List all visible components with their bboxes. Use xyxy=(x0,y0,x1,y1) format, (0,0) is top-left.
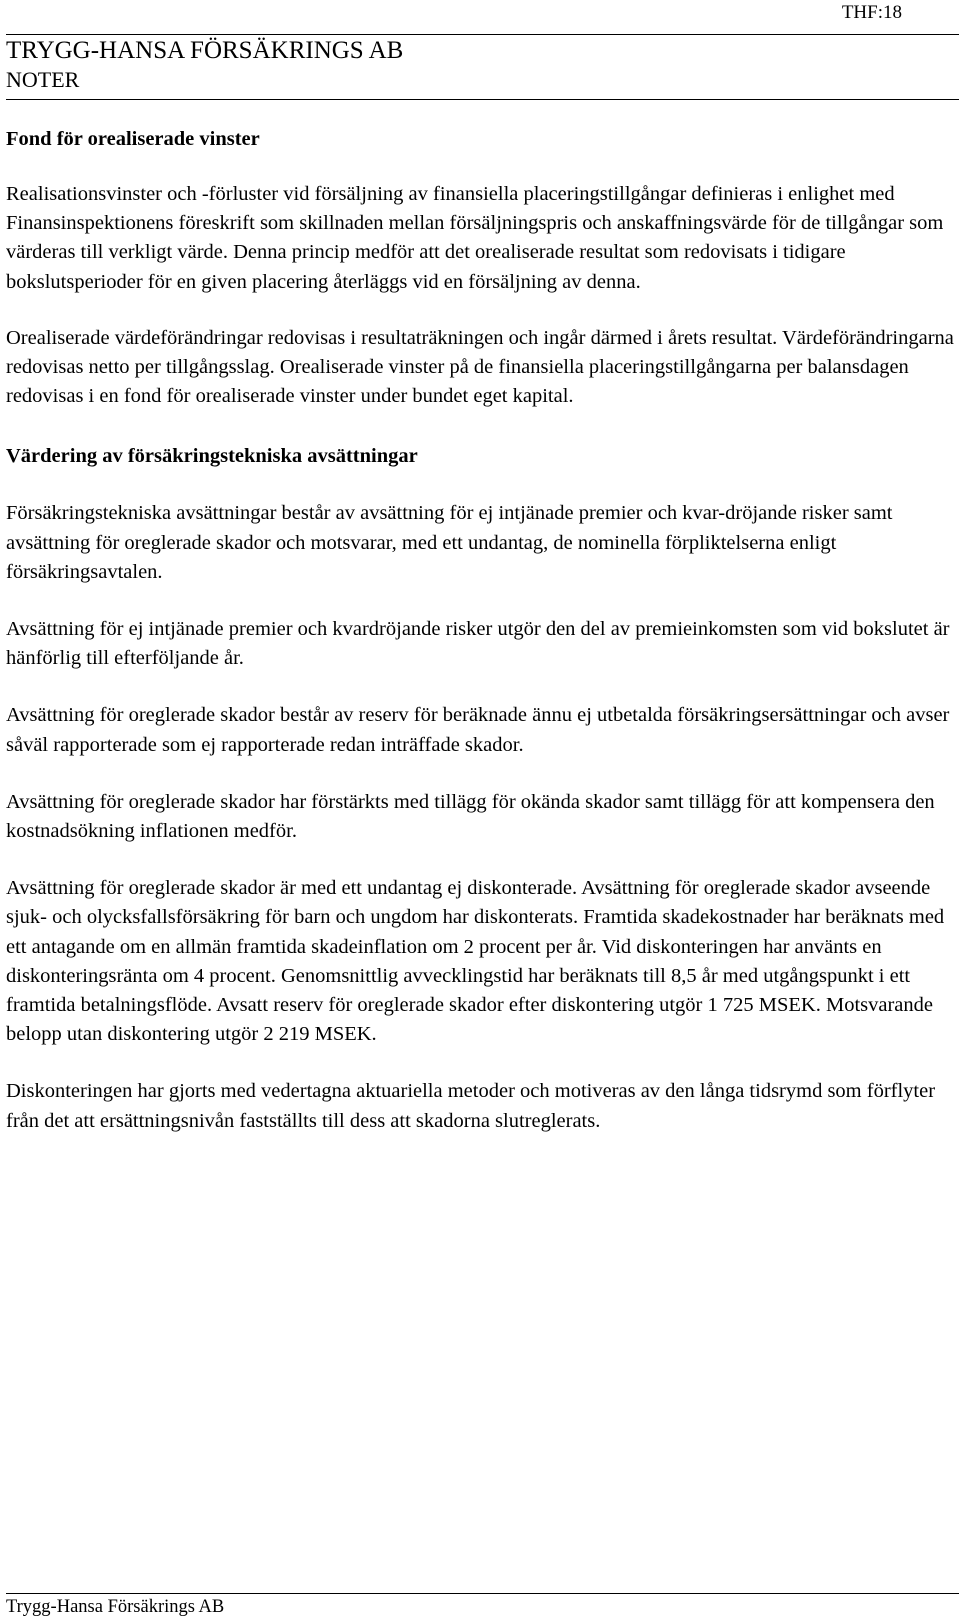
document-body xyxy=(6,126,956,1136)
document-footer xyxy=(6,1593,959,1618)
paragraph: Försäkringstekniska avsättningar består av avsättning för ej intjänade premier och kvar-dröjande risker samt avsättning för oreglerade skador och motsvarar, med ett undantag, de nominella förpliktelserna enligt försäkringsavtalen. xyxy=(6,502,893,583)
paragraph: Avsättning för oreglerade skador har förstärkts med tillägg för okända skador samt tillägg för att kompensera den kostnadsökning inflationen medför. xyxy=(6,790,935,843)
paragraph: Realisationsvinster och -förluster vid försäljning av finansiella placeringstillgångar definieras i enlighet med Finansinspektionens föreskrift som skillnaden mellan försäljningspris och anskaffningsvärde för de tillgångar som värderas till verkligt värde. Denna princip medför att det orealiserade resultat som redovisats i tidigare bokslutsperioder för en given placering återläggs vid en försäljning av denna. xyxy=(6,183,944,293)
page-code: THF:18 xyxy=(841,2,902,23)
heading-vardering-avsattningar: Värdering av försäkringstekniska avsättningar xyxy=(6,445,418,468)
paragraph: Orealiserade värdeförändringar redovisas i resultaträkningen och ingår därmed i årets resultat. Värdeförändringarna redovisas netto per tillgångsslag. Orealiserade vinster på de finansiella placeringstillgångarna per balansdagen redovisas i en fond för orealiserade vinster under bundet eget kapital. xyxy=(6,326,954,408)
heading-fond-orealiserade-vinster: Fond för orealiserade vinster xyxy=(6,128,260,150)
paragraph: Diskonteringen har gjorts med vedertagna aktuariella metoder och motiveras av den långa tidsrymd som förflyter från det att ersättningsnivån fastställts till dess att skadorna slutreglerats. xyxy=(6,1080,936,1132)
document-header xyxy=(6,34,959,100)
footer-company: Trygg-Hansa Försäkrings AB xyxy=(6,1597,225,1617)
paragraph: Avsättning för oreglerade skador består av reserv för beräknade ännu ej utbetalda försäkringsersättningar och avser såväl rapporterade som ej rapporterade redan inträffade skador. xyxy=(6,704,950,756)
paragraph: Avsättning för oreglerade skador är med ett undantag ej diskonterade. Avsättning för oreglerade skador avseende sjuk- och olycksfallsförsäkring för barn och ungdom har diskonterats. Framtida skadekostnader har beräknats med ett antagande om en allmän framtida skadeinflation om 2 procent per år. Vid diskonteringen har använts en diskonteringsränta om 4 procent. Genomsnittlig avvecklingstid har beräknats till 8,5 år med utgångspunkt i ett framtida betalningsflöde. Avsatt reserv för oreglerade skador efter diskontering utgör 1 725 MSEK. Motsvarande belopp utan diskontering utgör 2 219 MSEK. xyxy=(6,877,945,1046)
section-title: NOTER xyxy=(6,67,80,92)
paragraph: Avsättning för ej intjänade premier och kvardröjande risker utgör den del av premieinkomsten som vid bokslutet är hänförlig till efterföljande år. xyxy=(6,618,950,670)
company-name: TRYGG-HANSA FÖRSÄKRINGS AB xyxy=(6,37,404,64)
